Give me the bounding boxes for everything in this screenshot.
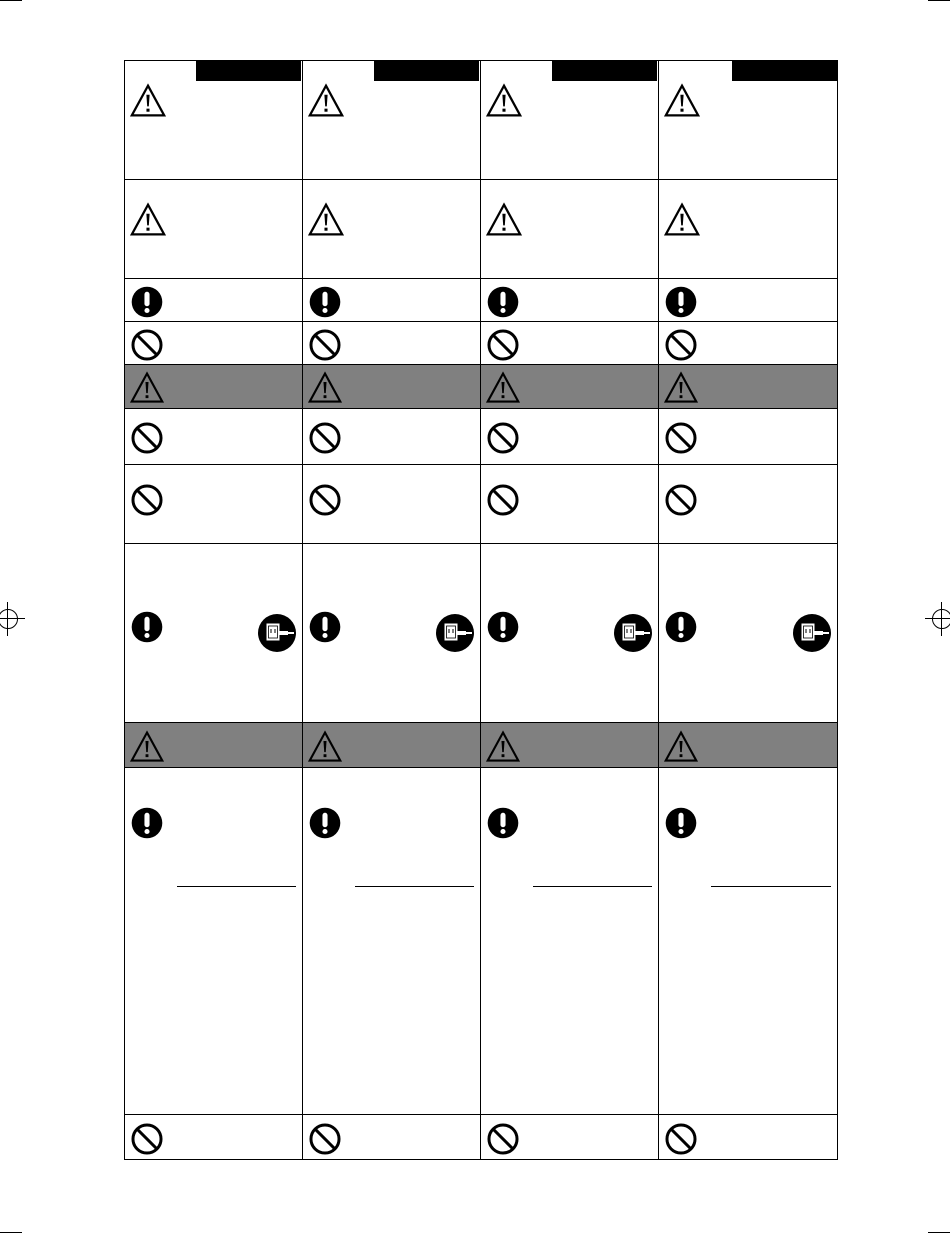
table-row	[303, 180, 480, 279]
warning-triangle-icon	[486, 371, 520, 405]
row-icon-holder	[308, 806, 342, 845]
table-row	[659, 61, 837, 180]
table-row	[125, 544, 302, 723]
warning-band-row	[659, 365, 837, 409]
table-row	[125, 322, 302, 365]
warning-triangle-icon	[130, 83, 166, 119]
row-icon-holder	[308, 610, 342, 649]
table-row	[659, 1115, 837, 1160]
row-icon-holder	[308, 285, 342, 324]
row-icon-holder	[664, 421, 698, 460]
table-row	[125, 409, 302, 465]
row-icon-holder	[308, 1122, 342, 1161]
row-icon-holder	[664, 730, 698, 769]
exclamation-icon	[308, 610, 342, 644]
row-icon-holder	[308, 83, 344, 124]
prohibition-icon	[486, 328, 520, 362]
warning-triangle-icon	[130, 730, 164, 764]
row-icon-holder	[664, 371, 698, 410]
row-icon-holder	[486, 202, 522, 243]
row-icon-holder	[664, 483, 698, 522]
table-row	[481, 61, 658, 180]
row-icon-holder	[130, 806, 164, 845]
table-row	[659, 322, 837, 365]
prohibition-icon	[486, 1122, 520, 1156]
table-row	[303, 1115, 480, 1160]
table-row	[303, 409, 480, 465]
table-row	[303, 322, 480, 365]
row-icon-holder	[308, 483, 342, 522]
row-icon-holder	[130, 730, 164, 769]
table-row	[481, 1115, 658, 1160]
warning-triangle-icon	[130, 202, 166, 238]
warning-triangle-icon	[486, 730, 520, 764]
safety-table	[124, 60, 838, 1160]
table-row	[659, 768, 837, 1115]
row-icon-holder	[664, 1122, 698, 1161]
row-icon-holder	[486, 421, 520, 460]
table-row	[303, 544, 480, 723]
warning-triangle-icon	[664, 83, 700, 119]
prohibition-icon	[308, 483, 342, 517]
row-icon-holder	[664, 806, 698, 845]
row-icon-holder	[486, 83, 522, 124]
warning-band-row	[659, 723, 837, 768]
row-icon-holder	[486, 730, 520, 769]
crop-mark	[928, 0, 950, 1]
unplug-power-icon	[793, 614, 831, 652]
prohibition-icon	[486, 421, 520, 455]
row-icon-holder	[308, 371, 342, 410]
crop-mark	[0, 0, 22, 1]
table-row	[659, 409, 837, 465]
row-icon-holder	[308, 202, 344, 243]
row-icon-holder	[486, 610, 520, 649]
warning-triangle-icon	[308, 202, 344, 238]
warning-band-row	[125, 365, 302, 409]
row-icon-holder	[308, 730, 342, 769]
table-row	[125, 465, 302, 544]
exclamation-icon	[486, 806, 520, 840]
table-row	[125, 279, 302, 322]
table-column	[303, 61, 481, 1159]
table-row	[481, 180, 658, 279]
row-icon-holder	[130, 483, 164, 522]
unplug-power-icon	[614, 614, 652, 652]
prohibition-icon	[308, 421, 342, 455]
warning-triangle-icon	[486, 202, 522, 238]
row-icon-holder	[130, 1122, 164, 1161]
prohibition-icon	[308, 1122, 342, 1156]
row-icon-holder	[130, 328, 164, 367]
exclamation-icon	[486, 610, 520, 644]
prohibition-icon	[664, 1122, 698, 1156]
table-row	[303, 768, 480, 1115]
registration-mark-right	[925, 602, 950, 636]
table-row	[659, 180, 837, 279]
warning-triangle-icon	[664, 202, 700, 238]
text-underline-rule	[711, 886, 831, 887]
table-row	[481, 544, 658, 723]
prohibition-icon	[130, 1122, 164, 1156]
warning-triangle-icon	[664, 371, 698, 405]
text-underline-rule	[177, 886, 296, 887]
table-row	[659, 465, 837, 544]
warning-triangle-icon	[308, 730, 342, 764]
warning-band-row	[303, 365, 480, 409]
table-row	[125, 1115, 302, 1160]
table-row	[125, 768, 302, 1115]
exclamation-icon	[308, 285, 342, 319]
prohibition-icon	[130, 421, 164, 455]
warning-band-row	[125, 723, 302, 768]
table-row	[303, 279, 480, 322]
warning-triangle-icon	[130, 371, 164, 405]
prohibition-icon	[130, 483, 164, 517]
unplug-power-icon	[258, 614, 296, 652]
exclamation-icon	[664, 610, 698, 644]
row-icon-holder	[664, 610, 698, 649]
table-row	[481, 768, 658, 1115]
row-icon-holder	[486, 371, 520, 410]
row-icon-holder	[486, 483, 520, 522]
warning-triangle-icon	[308, 371, 342, 405]
row-icon-holder	[486, 328, 520, 367]
row-icon-holder	[664, 202, 700, 243]
row-icon-holder	[130, 421, 164, 460]
table-row	[659, 544, 837, 723]
warning-band-row	[303, 723, 480, 768]
table-row	[303, 61, 480, 180]
warning-triangle-icon	[664, 730, 698, 764]
table-row	[481, 465, 658, 544]
row-icon-holder	[486, 1122, 520, 1161]
text-underline-rule	[533, 886, 652, 887]
warning-triangle-icon	[486, 83, 522, 119]
prohibition-icon	[664, 328, 698, 362]
table-row	[125, 180, 302, 279]
table-row	[481, 409, 658, 465]
exclamation-icon	[130, 806, 164, 840]
table-column	[125, 61, 303, 1159]
registration-mark-left	[0, 602, 25, 636]
unplug-power-icon	[436, 614, 474, 652]
row-icon-holder	[308, 421, 342, 460]
prohibition-icon	[664, 421, 698, 455]
exclamation-icon	[664, 285, 698, 319]
row-icon-holder	[486, 285, 520, 324]
text-underline-rule	[355, 886, 474, 887]
exclamation-icon	[130, 285, 164, 319]
row-icon-holder	[130, 285, 164, 324]
table-row	[303, 465, 480, 544]
exclamation-icon	[664, 806, 698, 840]
table-row	[659, 279, 837, 322]
row-icon-holder	[486, 806, 520, 845]
row-icon-holder	[130, 83, 166, 124]
row-icon-holder	[130, 202, 166, 243]
row-icon-holder	[308, 328, 342, 367]
exclamation-icon	[130, 610, 164, 644]
exclamation-icon	[308, 806, 342, 840]
row-icon-holder	[664, 83, 700, 124]
row-icon-holder	[664, 285, 698, 324]
warning-triangle-icon	[308, 83, 344, 119]
row-icon-holder	[130, 610, 164, 649]
exclamation-icon	[486, 285, 520, 319]
table-column	[659, 61, 837, 1159]
table-column	[481, 61, 659, 1159]
warning-band-row	[481, 365, 658, 409]
table-row	[125, 61, 302, 180]
prohibition-icon	[308, 328, 342, 362]
row-icon-holder	[664, 328, 698, 367]
prohibition-icon	[130, 328, 164, 362]
table-row	[481, 279, 658, 322]
row-icon-holder	[130, 371, 164, 410]
prohibition-icon	[486, 483, 520, 517]
table-row	[481, 322, 658, 365]
warning-band-row	[481, 723, 658, 768]
prohibition-icon	[664, 483, 698, 517]
